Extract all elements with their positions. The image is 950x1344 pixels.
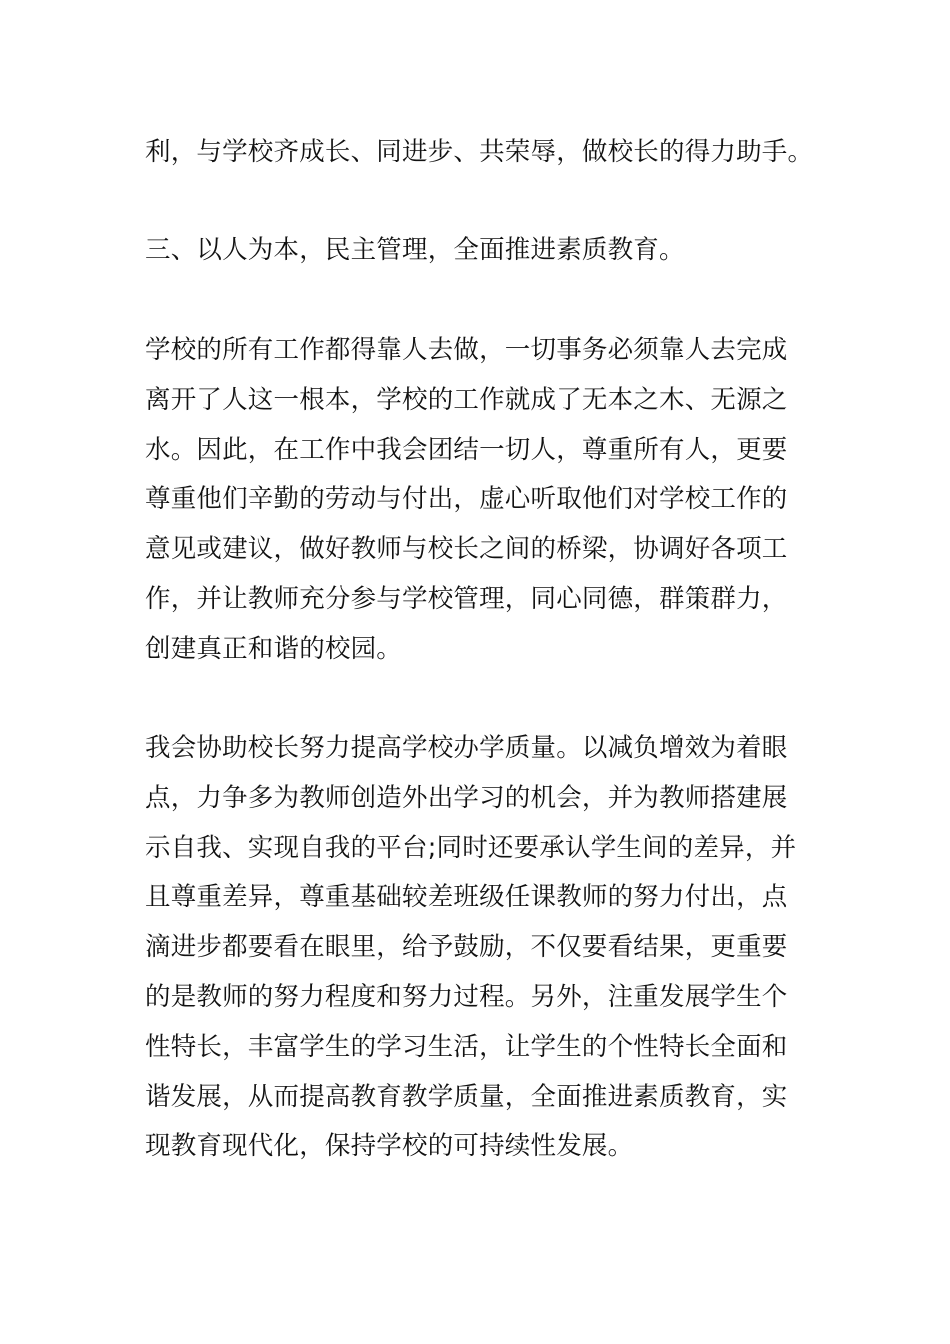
text-line: 且尊重差异，尊重基础较差班级任课教师的努力付出，点 xyxy=(145,882,788,913)
paragraph-continuation xyxy=(145,128,815,178)
text-line: 意见或建议，做好教师与校长之间的桥梁，协调好各项工 xyxy=(145,534,788,565)
text-line: 尊重他们辛勤的劳动与付出，虚心听取他们对学校工作的 xyxy=(145,484,788,515)
text-line: 离开了人这一根本，学校的工作就成了无本之木、无源之 xyxy=(145,384,788,415)
text-line: 点，力争多为教师创造外出学习的机会，并为教师搭建展 xyxy=(145,782,788,813)
text-line: 创建真正和谐的校园。 xyxy=(145,633,403,664)
section-heading xyxy=(145,226,815,276)
paragraph-quality-improvement xyxy=(145,724,815,1172)
text-line: 水。因此，在工作中我会团结一切人，尊重所有人，更要 xyxy=(145,434,788,465)
text-line: 学校的所有工作都得靠人去做，一切事务必须靠人去完成 xyxy=(145,335,788,365)
paragraph-people-oriented xyxy=(145,326,815,675)
text-line: 作，并让教师充分参与学校管理，同心同德，群策群力， xyxy=(145,583,788,614)
text-line: 滴进步都要看在眼里，给予鼓励，不仅要看结果，更重要 xyxy=(145,932,788,963)
text-line: 谐发展，从而提高教育教学质量，全面推进素质教育，实 xyxy=(145,1081,788,1112)
text-line: 性特长，丰富学生的学习生活，让学生的个性特长全面和 xyxy=(145,1031,788,1062)
text-line: 我会协助校长努力提高学校办学质量。以减负增效为着眼 xyxy=(145,733,788,763)
text-line: 三、以人为本，民主管理，全面推进素质教育。 xyxy=(145,235,685,265)
text-line: 的是教师的努力程度和努力过程。另外，注重发展学生个 xyxy=(145,981,788,1012)
text-line: 现教育现代化，保持学校的可持续性发展。 xyxy=(145,1131,634,1162)
text-line: 示自我、实现自我的平台;同时还要承认学生间的差异，并 xyxy=(145,832,797,863)
text-line: 利，与学校齐成长、同进步、共荣辱，做校长的得力助手。 xyxy=(145,137,814,167)
